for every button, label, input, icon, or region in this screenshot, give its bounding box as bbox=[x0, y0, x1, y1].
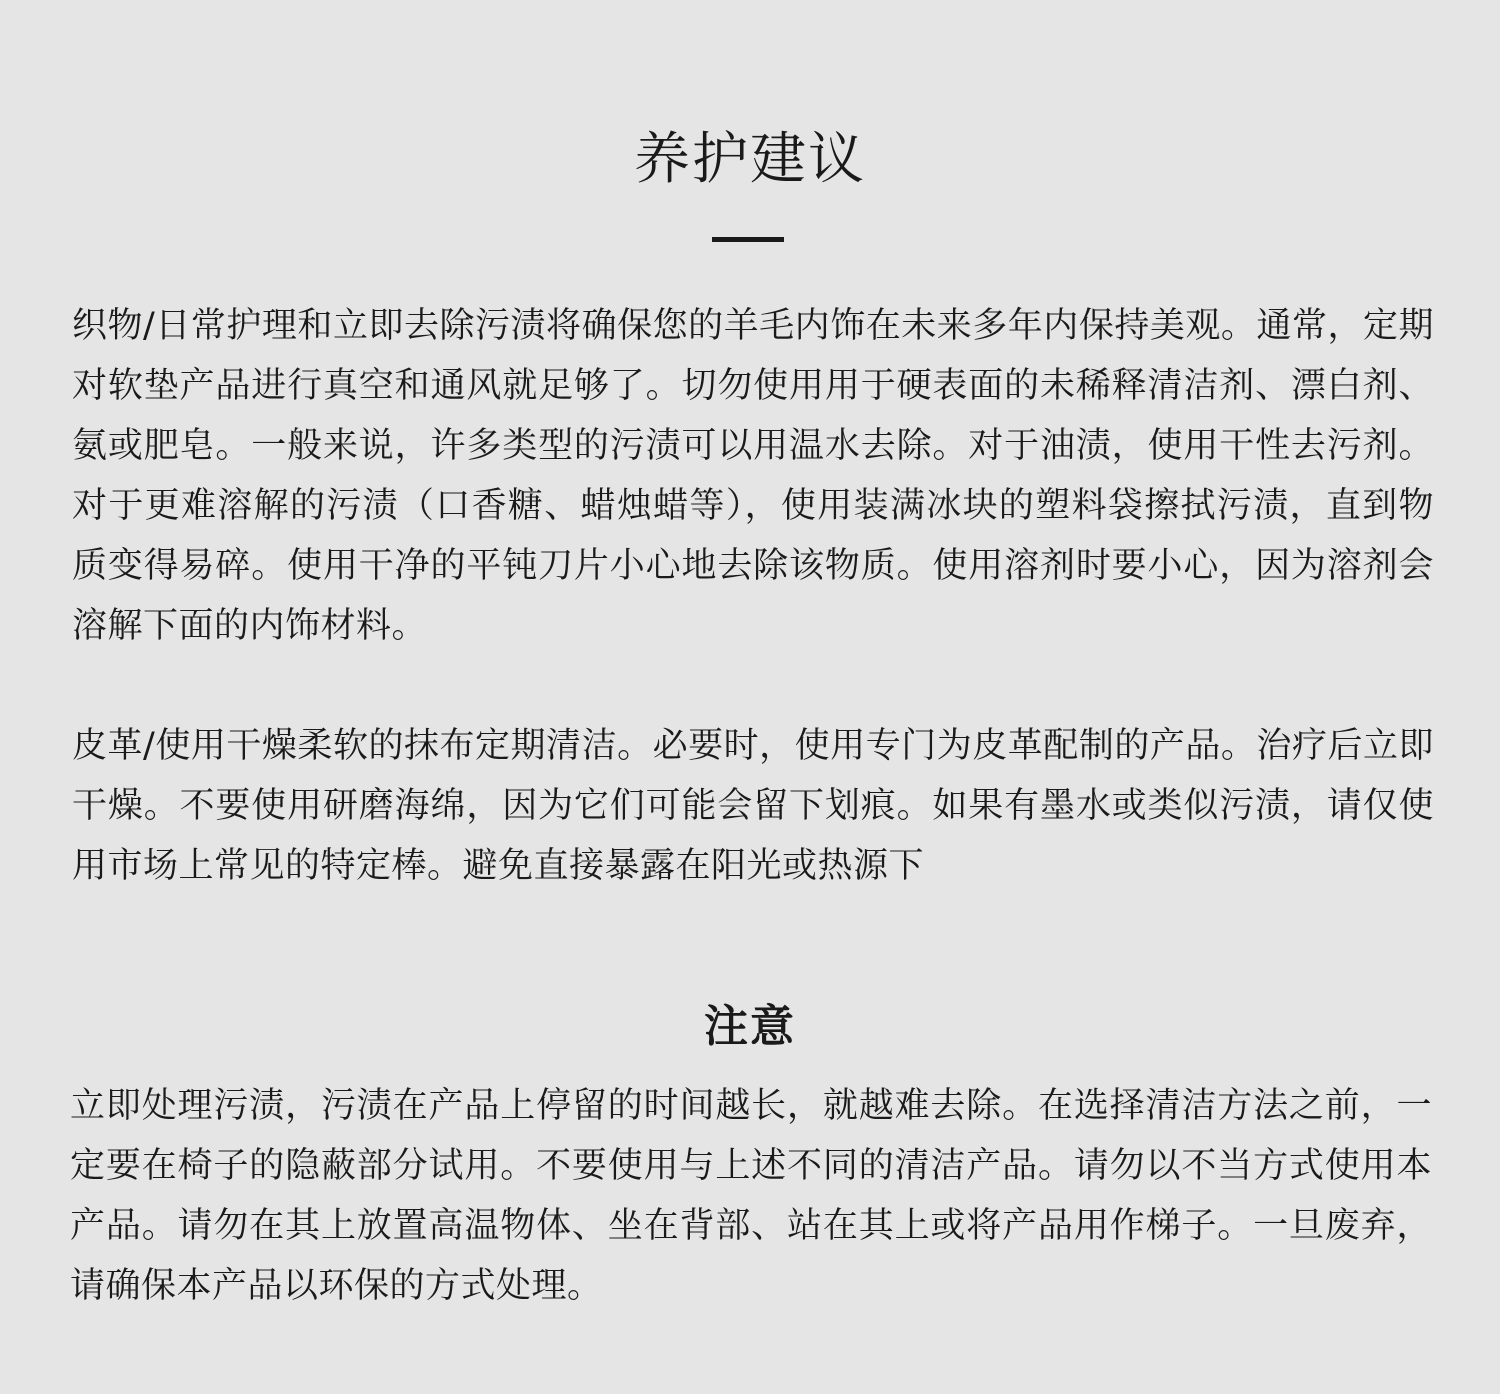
notice-paragraph: 立即处理污渍，污渍在产品上停留的时间越长，就越难去除。在选择清洁方法之前，一定要在椅子的隐蔽部分试用。不要使用与上述不同的清洁产品。请勿以不当方式使用本产品。请勿在其上放置高温物体、坐在背部、站在其上或将产品用作梯子。一旦废弃，请确保本产品以环保的方式处理。 bbox=[70, 1086, 1432, 1306]
care-title: 养护建议 bbox=[634, 127, 866, 192]
leather-care-paragraph: 皮革/使用干燥柔软的抹布定期清洁。必要时，使用专门为皮革配制的产品。治疗后立即干燥。不要使用研磨海绵，因为它们可能会留下划痕。如果有墨水或类似污渍，请仅使用市场上常见的特定棒。避免直接暴露在阳光或热源下 bbox=[72, 726, 1434, 886]
textile-care-paragraph: 织物/日常护理和立即去除污渍将确保您的羊毛内饰在未来多年内保持美观。通常，定期对软垫产品进行真空和通风就足够了。切勿使用用于硬表面的未稀释清洁剂、漂白剂、氨或肥皂。一般来说，许多类型的污渍可以用温水去除。对于油渍，使用干性去污剂。对于更难溶解的污渍（口香糖、蜡烛蜡等），使用装满冰块的塑料袋擦拭污渍，直到物质变得易碎。使用干净的平钝刀片小心地去除该物质。使用溶剂时要小心，因为溶剂会溶解下面的内饰材料。 bbox=[72, 306, 1434, 646]
title-divider bbox=[712, 237, 784, 242]
notice-title: 注意 bbox=[704, 1001, 796, 1052]
